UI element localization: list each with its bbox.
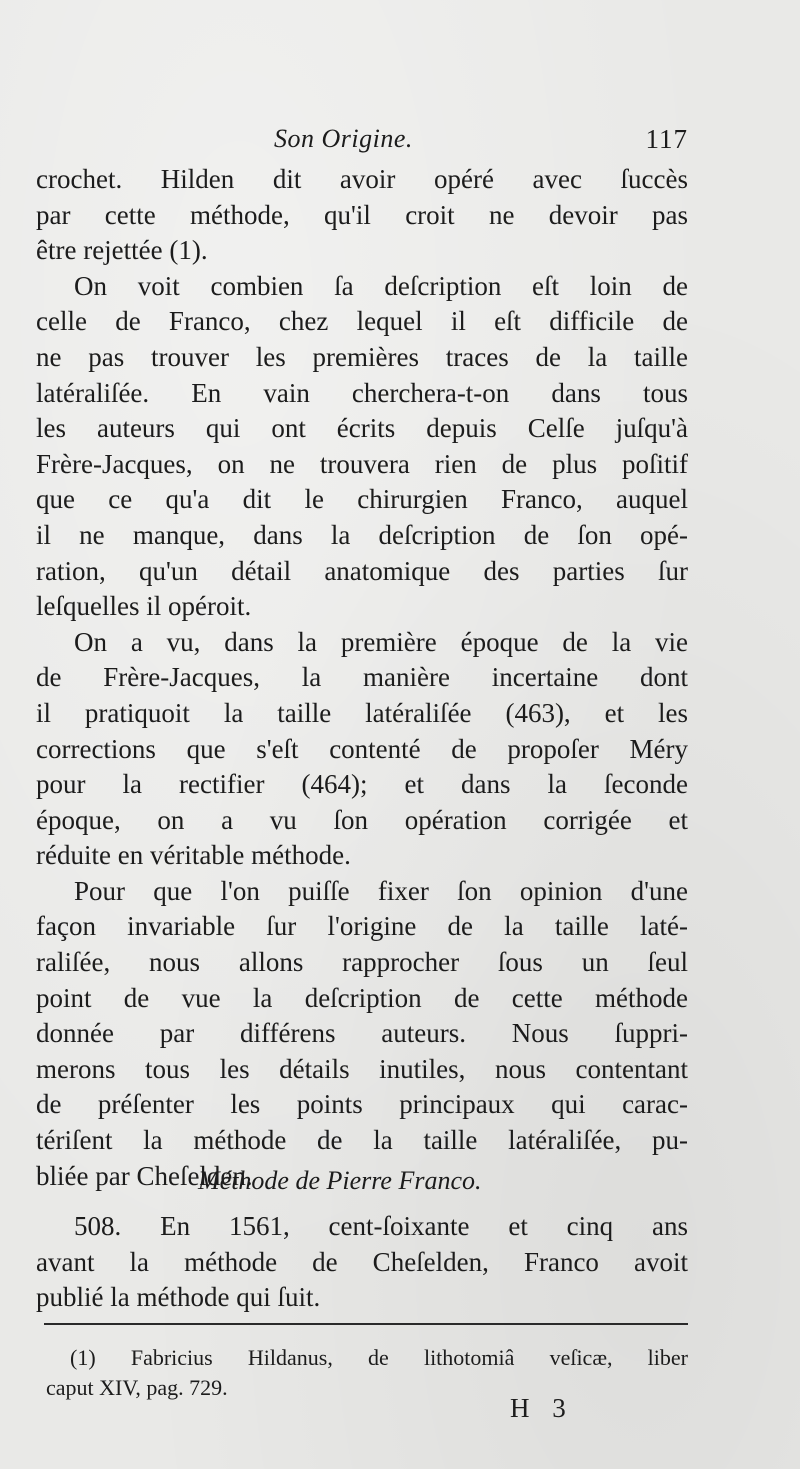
text-line: il ne manque, dans la deſcription de ſon opé-	[36, 519, 688, 550]
text-line: de Frère-Jacques, la manière incertaine dont	[36, 662, 688, 693]
text-line: avant la méthode de Cheſelden, Franco avoit	[36, 1246, 688, 1277]
text-line: pour la rectifier (464); et dans la ſeconde	[36, 769, 688, 800]
text-line: celle de Franco, chez lequel il eſt difficile de	[36, 306, 688, 337]
paragraph-508	[36, 1209, 688, 1316]
text-line: façon invariable ſur l'origine de la taille laté-	[36, 911, 688, 942]
page-header	[36, 124, 688, 164]
text-line: être rejettée (1).	[36, 235, 208, 266]
text-line: donnée par différens auteurs. Nous ſuppri-	[36, 1018, 688, 1049]
text-line: époque, on a vu ſon opération corrigée et	[36, 804, 688, 835]
text-line: ne pas trouver les premières traces de la taille	[36, 341, 688, 372]
text-line: Frère-Jacques, on ne trouvera rien de plus poſitif	[36, 448, 688, 479]
section-title: Méthode de Pierre Franco.	[198, 1166, 482, 1195]
text-line: il pratiquoit la taille latéraliſée (463), et les	[36, 697, 688, 728]
text-line: 508. En 1561, cent-ſoixante et cinq ans	[74, 1211, 688, 1241]
footnote-line: (1) Fabricius Hildanus, de lithotomiâ veſicæ, liber	[70, 1345, 688, 1370]
text-line: corrections que s'eſt contenté de propoſer Méry	[36, 733, 688, 764]
page-number: 117	[645, 124, 688, 154]
signature-mark: H 3	[510, 1393, 574, 1423]
text-line: par cette méthode, qu'il croit ne devoir pas	[36, 199, 688, 230]
text-line: Pour que l'on puiſſe fixer ſon opinion d'une	[74, 875, 688, 906]
text-line: crochet. Hilden dit avoir opéré avec ſuccès	[36, 164, 688, 194]
text-line: que ce qu'a dit le chirurgien Franco, auquel	[36, 484, 688, 515]
text-line: On a vu, dans la première époque de la vie	[74, 626, 688, 657]
text-line: réduite en véritable méthode.	[36, 840, 351, 871]
footnote-line: caput XIV, pag. 729.	[46, 1375, 228, 1400]
text-line: les auteurs qui ont écrits depuis Celſe juſqu'à	[36, 413, 688, 444]
text-line: de préſenter les points principaux qui carac-	[36, 1089, 688, 1120]
text-line: latéraliſée. En vain cherchera-t-on dans tous	[36, 377, 688, 408]
body-text	[36, 162, 688, 1194]
footnote	[46, 1343, 688, 1403]
text-line: point de vue la deſcription de cette méthode	[36, 982, 688, 1013]
text-line: ration, qu'un détail anatomique des parties ſur	[36, 555, 688, 586]
text-line: tériſent la méthode de la taille latéraliſée, pu-	[36, 1125, 688, 1156]
text-line: bliée par Cheſelden.	[36, 1160, 253, 1191]
text-line: raliſée, nous allons rapprocher ſous un ſeul	[36, 947, 688, 978]
text-line: leſquelles il opéroit.	[36, 591, 252, 622]
text-line: On voit combien ſa deſcription eſt loin de	[74, 270, 688, 301]
running-head: Son Origine.	[274, 124, 413, 153]
text-line: publié la méthode qui ſuit.	[36, 1282, 321, 1313]
text-line: merons tous les détails inutiles, nous contentant	[36, 1053, 688, 1084]
footnote-rule	[44, 1323, 688, 1325]
